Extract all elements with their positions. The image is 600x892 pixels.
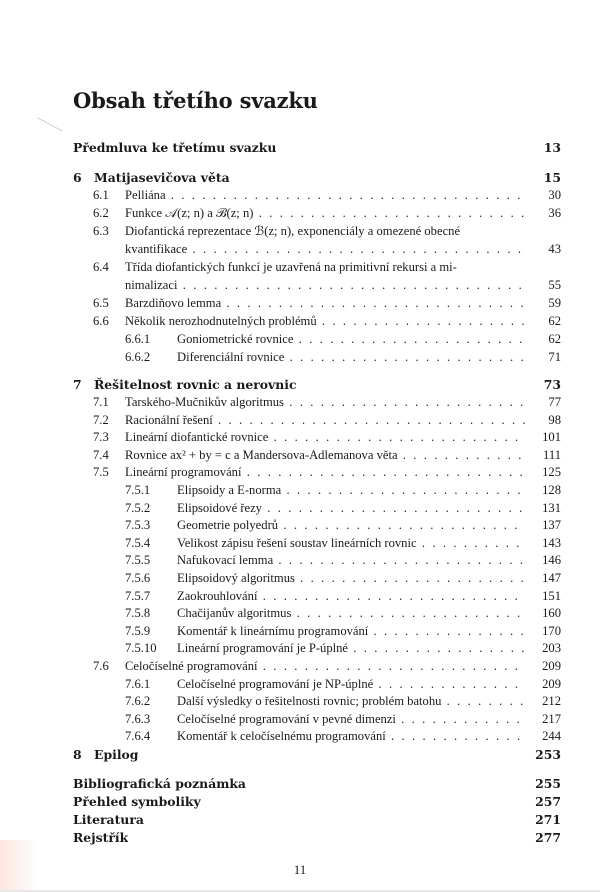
toc-entry[interactable]: [73, 639, 561, 657]
section-number: 6.5: [93, 296, 109, 310]
toc-entry-title: Literatura: [73, 812, 144, 827]
toc-entry-literature[interactable]: [73, 811, 561, 829]
chapter-title: Epilog: [94, 747, 139, 762]
subsection-page: 217: [542, 711, 561, 726]
subsection-number: 7.5.8: [125, 606, 151, 621]
section-page: 55: [548, 278, 561, 292]
section-page: 77: [548, 395, 561, 409]
toc-entry-preface[interactable]: [73, 139, 561, 157]
toc-chapter-8[interactable]: [73, 746, 561, 764]
subsection-page: 147: [542, 571, 561, 585]
pencil-mark: [37, 117, 62, 131]
chapter-page: 73: [543, 377, 561, 392]
toc-entry[interactable]: [73, 411, 561, 429]
subsection-number: 7.5.1: [125, 483, 151, 497]
subsection-page: 137: [542, 518, 561, 533]
chapter-number: 6: [73, 170, 82, 185]
section-title: Lineární programování . . .: [125, 463, 525, 481]
toc-entry-page: 271: [535, 812, 561, 827]
subsection-title: Zaokrouhlování . . .: [177, 587, 525, 605]
toc-entry[interactable]: [73, 499, 561, 517]
subsection-number: 7.5.9: [125, 623, 151, 638]
subsection-number: 7.5.5: [125, 553, 151, 568]
section-page: 125: [542, 465, 561, 480]
toc-entry[interactable]: [73, 428, 561, 446]
chapter-page: 15: [543, 170, 561, 185]
section-title: Lineární diofantické rovnice . . .: [125, 428, 525, 446]
section-title: Funkce 𝒜(z; n) a ℬ(z; n) . . .: [125, 204, 525, 222]
section-title: Diofantická reprezentace ℬ(z; n), exponenciály a omezené obecné: [125, 224, 461, 238]
section-number: 6.3: [93, 224, 109, 238]
subsection-number: 7.6.2: [125, 694, 151, 709]
toc-entry[interactable]: [73, 204, 561, 222]
subsection-title: Velikost zápisu řešení soustav lineárních rovnic . . .: [177, 534, 525, 552]
toc-entry-title: Přehled symboliky: [73, 794, 201, 809]
subsection-title: Chačijanův algoritmus . . .: [177, 604, 525, 622]
section-title: Několik nerozhodnutelných problémů . . .: [125, 312, 525, 330]
toc-entry[interactable]: [73, 710, 561, 728]
subsection-page: 203: [542, 641, 561, 656]
subsection-page: 209: [542, 676, 561, 691]
section-number: 7.4: [93, 447, 109, 462]
section-title-continuation: kvantifikace . . .: [125, 240, 525, 258]
subsection-page: 146: [542, 553, 561, 568]
toc-entry[interactable]: [73, 294, 561, 312]
toc-entry-title: Bibliografická poznámka: [73, 776, 246, 791]
toc-entry[interactable]: [73, 569, 561, 587]
section-title: Pelliána . . .: [125, 186, 525, 204]
subsection-page: 131: [542, 500, 561, 515]
toc-entry[interactable]: [73, 481, 561, 499]
toc-entry[interactable]: [73, 727, 561, 745]
section-title-continuation: nimalizaci . . .: [125, 276, 525, 294]
chapter-page: 253: [535, 747, 561, 762]
section-title: Barzdiňovo lemma . . .: [125, 294, 525, 312]
subsection-page: 71: [548, 350, 561, 364]
chapter-number: 8: [73, 747, 82, 762]
toc-entry[interactable]: [73, 534, 561, 552]
section-page: 98: [548, 412, 561, 427]
section-page: 62: [548, 314, 561, 328]
toc-entry[interactable]: [73, 222, 561, 240]
subsection-number: 6.6.1: [125, 332, 151, 346]
section-number: 7.1: [93, 395, 109, 409]
subsection-title: Geometrie polyedrů . . .: [177, 516, 525, 534]
toc-entry[interactable]: [73, 258, 561, 276]
subsection-number: 7.5.10: [125, 641, 157, 656]
toc-entry[interactable]: [73, 692, 561, 710]
section-number: 7.6: [93, 659, 109, 673]
section-number: 6.4: [93, 260, 109, 274]
subsection-number: 7.6.3: [125, 711, 151, 726]
subsection-number: 7.5.7: [125, 588, 151, 603]
section-page: 59: [548, 296, 561, 310]
toc-entry[interactable]: [73, 551, 561, 569]
toc-entry[interactable]: [73, 657, 561, 675]
section-title: Rovnice ax² + by = c a Mandersova-Adlemanova věta . . .: [125, 446, 525, 464]
section-title: Tarského-Mučnikův algoritmus . . .: [125, 393, 525, 411]
subsection-number: 7.6.4: [125, 729, 151, 744]
section-number: 7.5: [93, 465, 109, 480]
toc-entry-page: 257: [535, 794, 561, 809]
subsection-number: 6.6.2: [125, 350, 151, 364]
section-number: 7.2: [93, 412, 109, 427]
toc-entry[interactable]: [73, 330, 561, 348]
toc-entry-continuation[interactable]: [73, 276, 561, 294]
toc-chapter-7[interactable]: [73, 376, 561, 394]
subsection-page: 62: [548, 332, 561, 346]
subsection-page: 244: [542, 729, 561, 744]
section-title: Třída diofantických funkcí je uzavřená na primitivní rekursi a mi-: [125, 260, 457, 274]
subsection-title: Elipsoidové řezy . . .: [177, 499, 525, 517]
toc-entry[interactable]: [73, 587, 561, 605]
subsection-page: 212: [542, 694, 561, 709]
toc-entry-bibliography[interactable]: [73, 775, 561, 793]
section-number: 6.2: [93, 206, 109, 220]
toc-entry[interactable]: [73, 604, 561, 622]
subsection-title: Lineární programování je P-úplné . . .: [177, 639, 525, 657]
subsection-title: Komentář k lineárnímu programování . . .: [177, 622, 525, 640]
subsection-page: 143: [542, 535, 561, 550]
toc-entry[interactable]: [73, 446, 561, 464]
toc-entry-index[interactable]: [73, 829, 561, 847]
section-page: 101: [542, 430, 561, 445]
section-number: 6.1: [93, 188, 109, 202]
subsection-number: 7.5.6: [125, 571, 151, 585]
section-title: Celočíselné programování . . .: [125, 657, 525, 675]
toc-entry-title: Předmluva ke třetímu svazku: [73, 140, 277, 155]
toc-entry[interactable]: [73, 622, 561, 640]
section-page: 209: [542, 659, 561, 673]
page-number: 11: [293, 862, 307, 877]
subsection-number: 7.5.3: [125, 518, 151, 533]
subsection-number: 7.5.4: [125, 535, 151, 550]
section-page: 111: [543, 447, 561, 462]
subsection-page: 128: [542, 483, 561, 497]
toc-entry[interactable]: [73, 186, 561, 204]
subsection-title: Celočíselné programování v pevné dimenzi . . .: [177, 710, 525, 728]
chapter-title: Matijasevičova věta: [94, 170, 230, 185]
section-number: 7.3: [93, 430, 109, 445]
toc-entry-continuation[interactable]: [73, 240, 561, 258]
section-page: 30: [548, 188, 561, 202]
subsection-title: Elipsoidy a E-norma . . .: [177, 481, 525, 499]
toc-chapter-6[interactable]: [73, 169, 561, 187]
toc-entry[interactable]: [73, 463, 561, 481]
toc-entry-page: 255: [535, 776, 561, 791]
subsection-page: 170: [542, 623, 561, 638]
chapter-title: Řešitelnost rovnic a nerovnic: [94, 377, 297, 392]
toc-entry[interactable]: [73, 516, 561, 534]
section-page: 36: [548, 206, 561, 220]
toc-entry-page: 13: [543, 140, 561, 155]
section-title: Racionální řešení . . .: [125, 411, 525, 429]
subsection-number: 7.6.1: [125, 676, 151, 691]
subsection-title: Elipsoidový algoritmus . . .: [177, 569, 525, 587]
toc-entry[interactable]: [73, 348, 561, 366]
subsection-title: Nafukovací lemma . . .: [177, 551, 525, 569]
subsection-title: Diferenciální rovnice . . .: [177, 348, 525, 366]
toc-entry-page: 277: [535, 830, 561, 845]
subsection-page: 151: [542, 588, 561, 603]
subsection-title: Goniometrické rovnice . . .: [177, 330, 525, 348]
subsection-page: 160: [542, 606, 561, 621]
subsection-title: Komentář k celočíselnému programování . . .: [177, 727, 525, 745]
subsection-title: Další výsledky o řešitelnosti rovnic; problém batohu . . .: [177, 692, 525, 710]
section-number: 6.6: [93, 314, 109, 328]
toc-entry[interactable]: [73, 312, 561, 330]
chapter-number: 7: [73, 377, 82, 392]
section-page: 43: [548, 242, 561, 256]
toc-entry-symbols[interactable]: [73, 793, 561, 811]
subsection-title: Celočíselné programování je NP-úplné . . .: [177, 675, 525, 693]
subsection-number: 7.5.2: [125, 500, 151, 515]
toc-entry-title: Rejstřík: [73, 830, 129, 845]
page-title: Obsah třetího svazku: [73, 88, 318, 113]
toc-entry[interactable]: [73, 675, 561, 693]
toc-entry[interactable]: [73, 393, 561, 411]
